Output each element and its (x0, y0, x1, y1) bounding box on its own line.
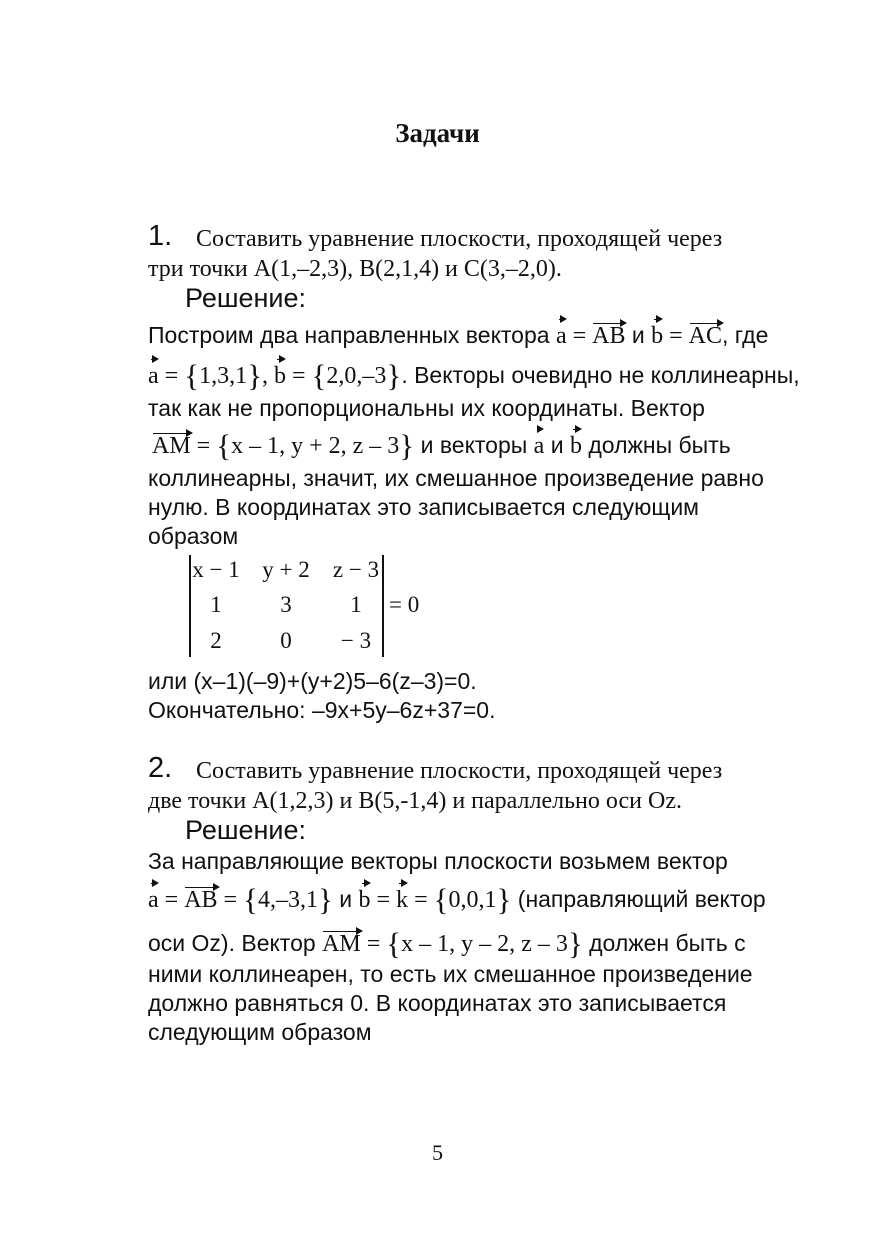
det-cell-r3c3: − 3 (340, 628, 372, 653)
vector-a: a (555, 323, 567, 349)
p1-line-5: коллинеарны, значит, их смешанное произведение равно (148, 465, 764, 491)
p2-line-2: a = AB = {4,–3,1} и b = k = {0,0,1} (направляющий вектор (148, 882, 766, 917)
p2-line-6: следующим образом (148, 1019, 372, 1045)
p1-line-4: AM = {x – 1, y + 2, z – 3} и векторы a и b должны быть (152, 428, 731, 463)
problem-1-text-line-1: Составить уравнение плоскости, проходящей через (196, 226, 723, 252)
problem-1-text-line-2: три точки A(1,–2,3), B(2,1,4) и C(3,–2,0). (148, 256, 562, 282)
det-cell-r1c1: x − 1 (192, 557, 240, 582)
problem-2-text-line-2: две точки A(1,2,3) и B(5,-1,4) и параллельно оси Oz. (148, 788, 682, 814)
det-cell-r2c3: 1 (350, 592, 362, 617)
det-cell-r3c2: 0 (280, 628, 292, 653)
det-cell-r3c1: 2 (210, 628, 222, 653)
p1-line-3: так как не пропорциональны их координаты. Вектор (148, 395, 705, 421)
p2-line-3: оси Oz). Вектор AM = {x – 1, y – 2, z – 3} должен быть с (148, 926, 746, 961)
problem-1-solution-label: Решение: (185, 283, 307, 313)
vector-b: b (651, 323, 664, 349)
det-cell-r2c2: 3 (280, 592, 292, 617)
vector-AM2-coords: AM = {x – 1, y – 2, z – 3} (322, 926, 583, 961)
p2-line-5: должно равняться 0. В координатах это записывается (148, 990, 727, 1016)
p1-line-7: образом (148, 523, 239, 549)
page-number: 5 (432, 1140, 443, 1165)
vector-a-eq-AB: a = AB (555, 323, 626, 349)
vector-b-eq-k-coords: b = k = {0,0,1} (358, 882, 512, 917)
problem-1-number: 1. (148, 220, 173, 252)
problem-2-text-line-1: Составить уравнение плоскости, проходящей через (196, 758, 723, 784)
vector-a-eq-AB-coords: a = AB = {4,–3,1} (148, 882, 333, 917)
page-title: Задачи (395, 118, 480, 148)
problem-2-number: 2. (148, 752, 173, 784)
det-cell-r1c2: y + 2 (262, 557, 310, 582)
vector-AM-coords: AM = {x – 1, y + 2, z – 3} (152, 428, 415, 463)
det-cell-r2c1: 1 (210, 592, 222, 617)
p1-expansion: или (x–1)(–9)+(y+2)5–6(z–3)=0. (148, 668, 477, 694)
p1-line-1-text: Построим два направленных вектора (148, 322, 550, 348)
vector-b-eq-AC: b = AC (651, 323, 723, 349)
p1-line-6: нулю. В координатах это записывается следующим (148, 494, 699, 520)
p1-line-2: a = {1,3,1}, b = {2,0,–3}. Векторы очевидно не коллинеарны, (148, 358, 800, 393)
p2-line-4: ними коллинеарен, то есть их смешанное произведение (148, 961, 753, 987)
problem-2-solution-label: Решение: (185, 815, 307, 845)
p2-line-1: За направляющие векторы плоскости возьмем вектор (148, 848, 728, 874)
vector-AB: AB (592, 323, 626, 349)
p1-final: Окончательно: –9x+5y–6z+37=0. (148, 697, 496, 723)
determinant-equals: = 0 (389, 592, 420, 617)
vector-a-coords: a = {1,3,1}, b = {2,0,–3} (148, 358, 402, 393)
p1-line-1: Построим два направленных вектора a = AB и b = AC, где (148, 322, 769, 349)
det-cell-r1c3: z − 3 (332, 557, 380, 582)
vector-AC: AC (688, 323, 723, 349)
